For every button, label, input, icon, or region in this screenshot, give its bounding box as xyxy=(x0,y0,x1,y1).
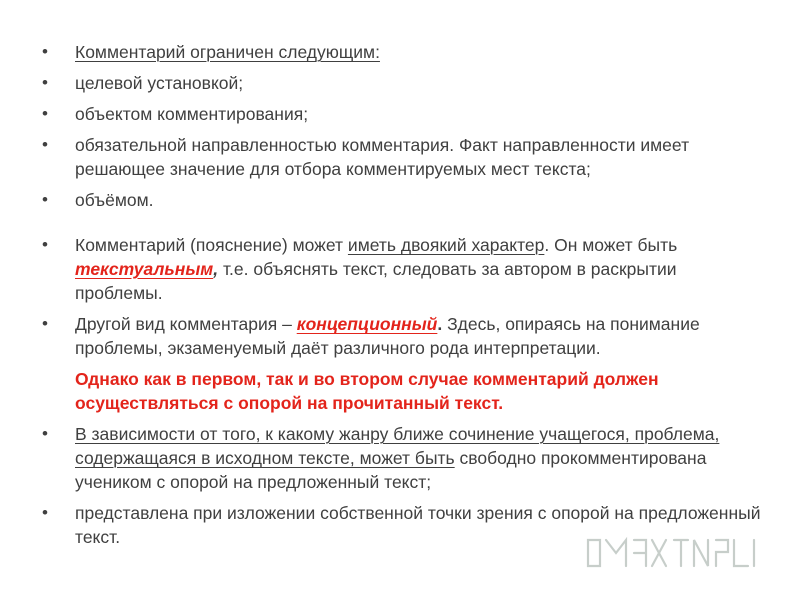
list-item xyxy=(42,188,762,212)
item-text-part: . Он может быть xyxy=(544,235,678,255)
term-textual: текстуальным xyxy=(75,259,214,279)
bullet-icon: • xyxy=(42,104,48,123)
bullet-icon: • xyxy=(42,424,48,443)
bullet-list xyxy=(42,40,762,556)
list-item xyxy=(42,133,762,181)
item-text-part: т.е. объяснять текст, следовать за автором в раскрытии проблемы. xyxy=(75,259,677,303)
list-item xyxy=(42,422,762,494)
bullet-icon: • xyxy=(42,42,48,61)
item-text: обязательной направленностью комментария. Факт направленности имеет решающее значение для отбора комментируемых мест текста; xyxy=(75,135,690,179)
list-item xyxy=(42,71,762,95)
item-text: целевой установкой; xyxy=(75,73,244,93)
item-text-part: Комментарий (пояснение) может xyxy=(75,235,348,255)
item-text: объектом комментирования; xyxy=(75,104,309,124)
bullet-icon: • xyxy=(42,314,48,333)
bullet-icon: • xyxy=(42,190,48,209)
item-text-part: Другой вид комментария – xyxy=(75,314,297,334)
item-text-underlined: В зависимости от того, к какому жанру ближе сочинение учащегося, проблема, содержащаяся в исходном тексте, может быть xyxy=(75,424,720,468)
list-item xyxy=(42,102,762,126)
item-text-underlined: иметь двоякий характер xyxy=(347,235,545,255)
item-text-part: Здесь, опираясь на понимание проблемы, экзаменуемый даёт различного рода интерпретации. xyxy=(75,314,700,358)
bullet-icon: • xyxy=(42,235,48,254)
highlighted-note: Однако как в первом, так и во втором случае комментарий должен осуществляться с опорой на прочитанный текст. xyxy=(75,369,659,413)
list-item xyxy=(42,233,762,305)
bullet-icon: • xyxy=(42,135,48,154)
bullet-icon: • xyxy=(42,73,48,92)
bullet-icon: • xyxy=(42,503,48,522)
term-conceptual: концепционный xyxy=(296,314,438,334)
item-text-part: свободно прокомментирована учеником с опорой на предложенный текст; xyxy=(75,448,707,492)
list-item xyxy=(42,312,762,360)
item-text: Комментарий ограничен следующим: xyxy=(75,42,380,62)
item-text: представлена при изложении собственной точки зрения с опорой на предложенный текст. xyxy=(75,503,761,547)
list-item xyxy=(42,40,762,64)
item-text-dot: . xyxy=(437,314,443,334)
item-text-comma: , xyxy=(213,259,219,279)
watermark-logo-icon xyxy=(582,530,768,576)
item-text: объёмом. xyxy=(75,190,154,210)
